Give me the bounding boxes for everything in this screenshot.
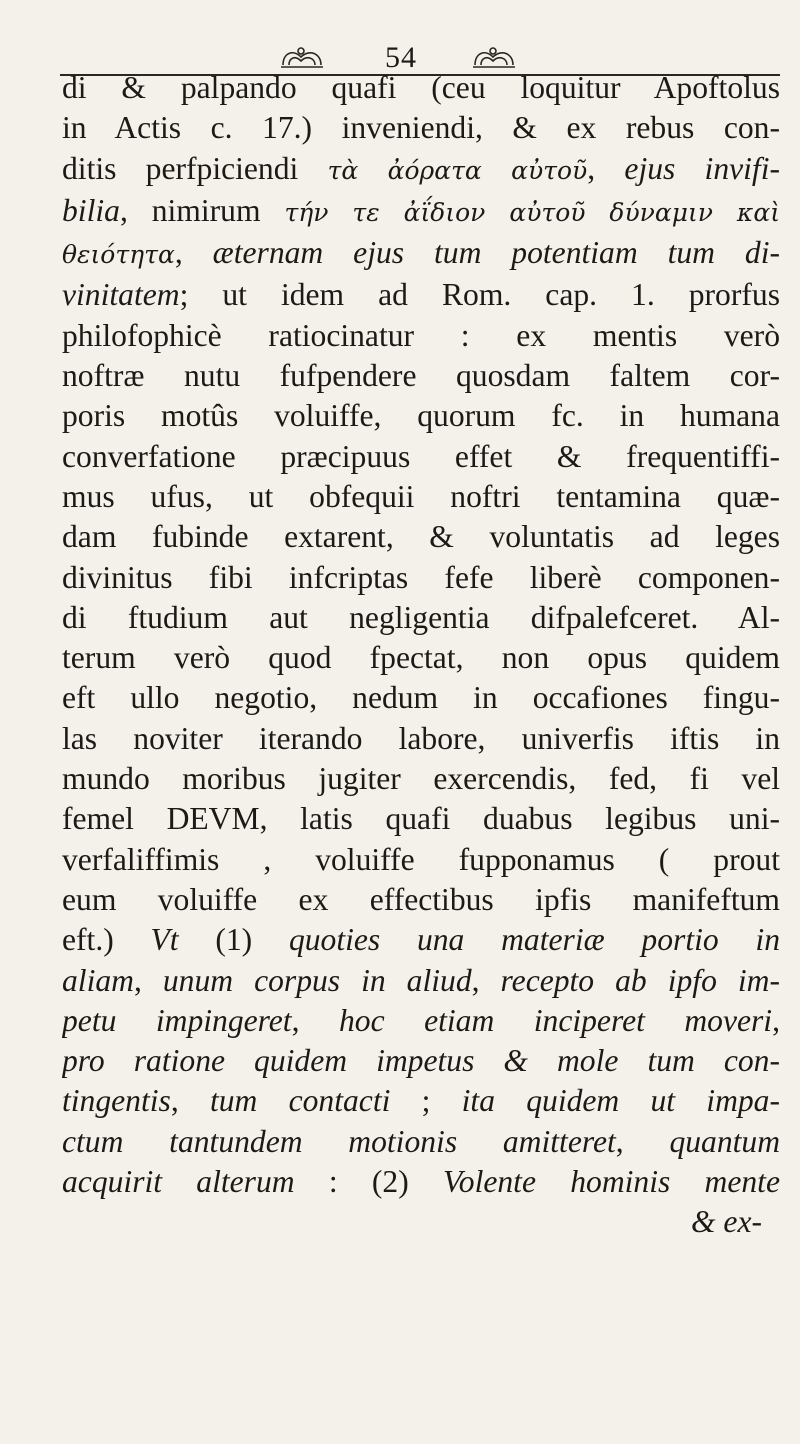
text-line: in Actis c. 17.) inveniendi, & ex rebus con-: [62, 110, 780, 146]
printer-ornament-right-icon: [468, 44, 520, 70]
text-line: di & palpando quafi (ceu loquitur Apoftolus: [62, 70, 780, 105]
text-line: dam fubinde extarent, & voluntatis ad leges: [62, 519, 780, 555]
text-line: philofophicè ratiocinatur : ex mentis verò: [62, 317, 780, 353]
text-line: eft ullo negotio, nedum in occafiones fingu-: [62, 680, 780, 716]
text-line: verfaliffimis , voluiffe fupponamus ( prout: [62, 841, 780, 877]
text-line: & ex-: [690, 1204, 762, 1240]
page-number: 54: [385, 41, 417, 74]
text-line: pro ratione quidem impetus & mole tum con-: [62, 1043, 780, 1079]
printer-ornament-left-icon: [276, 44, 328, 70]
text-line: divinitus fibi infcriptas fefe liberè componen-: [62, 559, 780, 595]
text-line: petu impingeret, hoc etiam inciperet moveri,: [62, 1002, 780, 1038]
text-line: eft.) Vt (1) quoties una materiæ portio in: [62, 922, 780, 958]
text-line: ditis perfpiciendi τὰ ἀόρατα αὐτοῦ, ejus invifi-: [62, 150, 780, 186]
text-line: las noviter iterando labore, univerfis iftis in: [62, 720, 780, 756]
text-line: converfatione præcipuus effet & frequentiffi-: [62, 438, 780, 474]
text-line: ctum tantundem motionis amitteret, quantum: [62, 1123, 780, 1159]
text-line: aliam, unum corpus in aliud, recepto ab ipfo im-: [62, 962, 780, 998]
text-line: bilia, nimirum τήν τε ἀΐδιον αὐτοῦ δύναμιν καὶ: [62, 192, 780, 228]
text-line: di ftudium aut negligentia difpalefceret. Al-: [62, 599, 780, 635]
text-line: mus ufus, ut obfequii noftri tentamina quæ-: [62, 478, 780, 514]
text-line: noftræ nutu fufpendere quosdam faltem cor-: [62, 358, 780, 394]
text-line: poris motûs voluiffe, quorum fc. in humana: [62, 398, 780, 434]
body-text: [62, 68, 780, 1243]
text-line: femel DEVM, latis quafi duabus legibus uni-: [62, 801, 780, 837]
text-line: eum voluiffe ex effectibus ipfis manifeftum: [62, 881, 780, 917]
text-line: vinitatem; ut idem ad Rom. cap. 1. prorfus: [62, 277, 780, 313]
text-line: θειότητα, æternam ejus tum potentiam tum di-: [62, 235, 780, 271]
text-line: tingentis, tum contacti ; ita quidem ut impa-: [62, 1083, 780, 1119]
text-line: terum verò quod fpectat, non opus quidem: [62, 640, 780, 676]
text-line: mundo moribus jugiter exercendis, fed, fi vel: [62, 761, 780, 797]
text-line: acquirit alterum : (2) Volente hominis mente: [62, 1164, 780, 1200]
